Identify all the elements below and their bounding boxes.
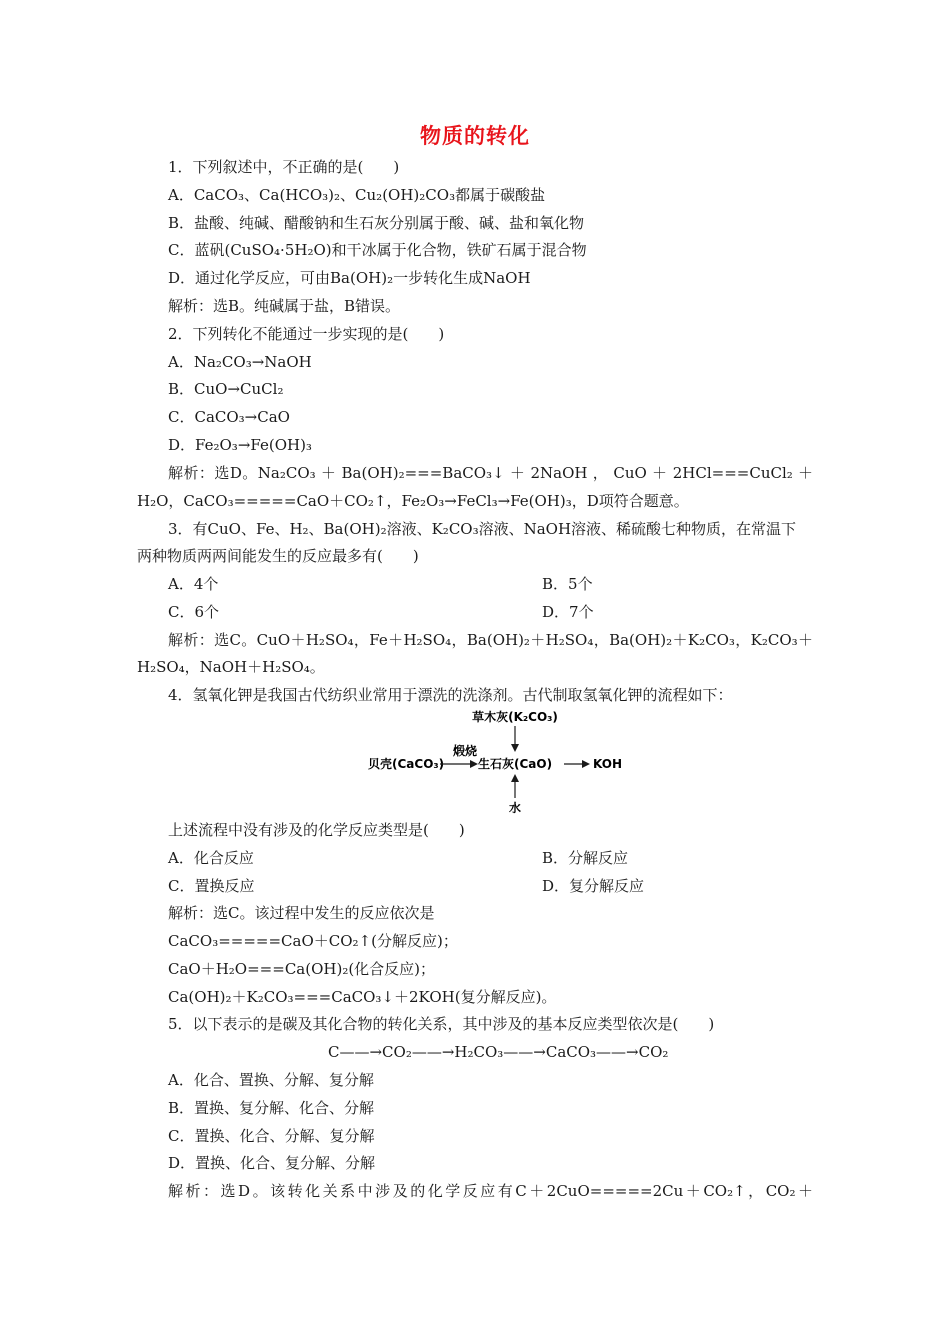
q5-transformation-chain: C——→CO₂——→H₂CO₃——→CaCO₃——→CO₂ xyxy=(328,1043,669,1061)
diagram-top-label: 草木灰(K₂CO₃) xyxy=(472,710,558,724)
diagram-right-label: KOH xyxy=(593,757,623,771)
q4-analysis-line1: 解析：选C。该过程中发生的反应依次是 xyxy=(168,904,435,922)
q4-analysis-line4: Ca(OH)₂＋K₂CO₃===CaCO₃↓＋2KOH(复分解反应)。 xyxy=(168,988,557,1006)
diagram-arrow-label: 煅烧 xyxy=(453,744,478,758)
q3-stem-line1: 3．有CuO、Fe、H₂、Ba(OH)₂溶液、K₂CO₃溶液、NaOH溶液、稀硫酸七种物质，在常温下 xyxy=(168,520,797,538)
q4-option-c: C．置换反应 xyxy=(168,877,255,895)
diagram-bottom-label: 水 xyxy=(508,801,522,815)
q2-option-d: D．Fe₂O₃→Fe(OH)₃ xyxy=(168,436,312,454)
q2-stem: 2．下列转化不能通过一步实现的是( ) xyxy=(168,325,445,343)
q5-option-c: C．置换、化合、分解、复分解 xyxy=(168,1127,375,1145)
q4-stem: 4．氢氧化钾是我国古代纺织业常用于漂洗的洗涤剂。古代制取氢氧化钾的流程如下： xyxy=(168,686,733,704)
q3-stem-line2: 两种物质两两间能发生的反应最多有( ) xyxy=(137,547,419,565)
q1-option-d: D．通过化学反应，可由Ba(OH)₂一步转化生成NaOH xyxy=(168,269,531,287)
q2-option-c: C．CaCO₃→CaO xyxy=(168,408,290,426)
diagram-center-label: 生石灰(CaO) xyxy=(478,757,553,771)
q1-option-c: C．蓝矾(CuSO₄·5H₂O)和干冰属于化合物，铁矿石属于混合物 xyxy=(168,241,587,259)
q2-analysis-line1: 解析：选D。Na₂CO₃ ＋ Ba(OH)₂===BaCO₃↓ ＋ 2NaOH ， CuO ＋ 2HCl===CuCl₂ ＋ xyxy=(168,464,813,482)
q5-analysis: 解析：选D。该转化关系中涉及的化学反应有C＋2CuO=====2Cu＋CO₂↑，CO₂＋ xyxy=(168,1182,813,1200)
q3-option-d: D．7个 xyxy=(542,603,594,621)
q3-option-c: C．6个 xyxy=(168,603,220,621)
arrow-down-head xyxy=(511,744,519,752)
page-title: 物质的转化 xyxy=(420,124,530,148)
q3-analysis-line1: 解析：选C。CuO＋H₂SO₄，Fe＋H₂SO₄，Ba(OH)₂＋H₂SO₄，Ba(OH)₂＋K₂CO₃，K₂CO₃＋ xyxy=(168,631,813,649)
q4-option-a: A．化合反应 xyxy=(168,849,254,867)
q4-option-d: D．复分解反应 xyxy=(542,877,645,895)
q5-option-b: B．置换、复分解、化合、分解 xyxy=(168,1099,375,1117)
q5-option-a: A．化合、置换、分解、复分解 xyxy=(168,1071,374,1089)
q3-analysis-line2: H₂SO₄，NaOH＋H₂SO₄。 xyxy=(137,658,325,676)
q3-option-b: B．5个 xyxy=(542,575,593,593)
q5-stem: 5．以下表示的是碳及其化合物的转化关系，其中涉及的基本反应类型依次是( ) xyxy=(168,1015,715,1033)
q1-option-b: B．盐酸、纯碱、醋酸钠和生石灰分别属于酸、碱、盐和氧化物 xyxy=(168,214,585,232)
q5-option-d: D．置换、化合、复分解、分解 xyxy=(168,1154,376,1172)
q4-option-b: B．分解反应 xyxy=(542,849,629,867)
arrow-right-head-1 xyxy=(470,760,478,768)
q2-option-a: A．Na₂CO₃→NaOH xyxy=(168,353,312,371)
q4-question: 上述流程中没有涉及的化学反应类型是( ) xyxy=(168,821,465,839)
arrow-right-head-2 xyxy=(582,760,590,768)
q1-analysis: 解析：选B。纯碱属于盐，B错误。 xyxy=(168,297,401,315)
koh-process-diagram xyxy=(360,708,630,818)
q2-analysis-line2: H₂O，CaCO₃=====CaO＋CO₂↑，Fe₂O₃→FeCl₃→Fe(OH)₃，D项符合题意。 xyxy=(137,492,689,510)
q2-option-b: B．CuO→CuCl₂ xyxy=(168,380,284,398)
q4-analysis-line3: CaO＋H₂O===Ca(OH)₂(化合反应)； xyxy=(168,960,436,978)
q1-stem: 1．下列叙述中，不正确的是( ) xyxy=(168,158,400,176)
arrow-up-head xyxy=(511,774,519,782)
diagram-left-label: 贝壳(CaCO₃) xyxy=(368,757,445,771)
q1-option-a: A．CaCO₃、Ca(HCO₃)₂、Cu₂(OH)₂CO₃都属于碳酸盐 xyxy=(168,186,546,204)
q3-option-a: A．4个 xyxy=(168,575,219,593)
q4-analysis-line2: CaCO₃=====CaO＋CO₂↑(分解反应)； xyxy=(168,932,458,950)
